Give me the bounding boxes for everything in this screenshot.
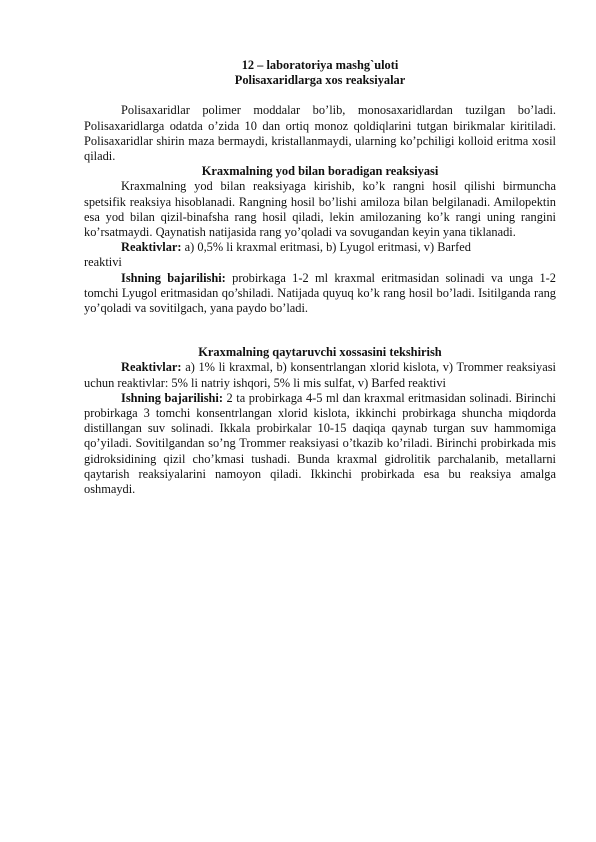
section1-heading: Kraxmalning yod bilan boradigan reaksiyasi [201, 164, 439, 179]
reagents-label: Reaktivlar: [121, 360, 182, 375]
procedure-text: 2 ta probirkaga 4-5 ml dan kraxmal eritmasidan solinadi. Birinchi probirkaga 3 tomchi konsentrlangan xlorid kislota, ikkinchi probirkaga shuncha miqdorda distillangan suv solinadi. Ikkala probirkalar 10-15 daqiqa qaynab turgan suv hammomiga qo’yiladi. Sovitilgandan so’ng Trommer reaksiyasi o’tkazib ko’riladi. Birinchi probirkada mis gidroksidining qizil cho’kmasi tushadi. Bunda kraxmal gidrolitik parchalanib, metallarni qaytarish reaksiyalarini namoyon qiladi. Ikkinchi probirkada esa bu reaksiya amalga oshmaydi. [84, 390, 556, 497]
reagents-text: a) 1% li kraxmal, b) konsentrlangan xlorid kislota, v) Trommer reaksiyasi uchun reaktivlar: 5% li natriy ishqori, 5% li mis sulfat, v) Barfed reaktivi [84, 360, 556, 390]
procedure-text: probirkaga 1-2 ml kraxmal eritmasidan solinadi va unga 1-2 tomchi Lyugol eritmasidan qo’shiladi. Natijada quyuq ko’k rang hosil bo’ladi. Isitilganda rang yo’qoladi va sovitilgach, yana paydo bo’ladi. [84, 270, 556, 316]
procedure-label: Ishning bajarilishi: [121, 270, 226, 285]
section1-procedure [84, 271, 556, 317]
section1-reagents [84, 240, 556, 255]
procedure-label: Ishning bajarilishi: [121, 390, 224, 405]
intro-paragraph: Polisaxaridlar polimer moddalar bo’lib, monosaxaridlardan tuzilgan bo’ladi. Polisaxaridlarga odatda o’zida 10 dan ortiq monoz qoldiqlarini tutgan birikmalar kiritiladi. Polisaxaridlar shirin maza bermaydi, kristallanmaydi, ularning ko’pchiligi kolloid eritma xosil qiladi. [84, 103, 556, 164]
section2-reagents [84, 360, 556, 390]
section2-procedure [84, 391, 556, 497]
page-title: 12 – laboratoriya mashg`uloti [241, 58, 399, 72]
document-page [84, 58, 556, 497]
page-subtitle: Polisaxaridlarga xos reaksiyalar [234, 73, 406, 88]
reagents-label: Reaktivlar: [121, 240, 182, 255]
reagents-text: a) 0,5% li kraxmal eritmasi, b) Lyugol eritmasi, v) Barfed [181, 240, 471, 255]
reagents-continuation: reaktivi [84, 255, 122, 270]
section1-paragraph: Kraxmalning yod bilan reaksiyaga kirishib, ko’k rangni hosil qilishi birmuncha spetsifik reaksiya hisoblanadi. Rangning hosil bo’lishi amiloza bilan belgilanadi. Amilopektin esa yod bilan qizil-binafsha rang hosil qiladi, lekin amilozaning ko’k rangi uning rangini ko’rsatmaydi. Qaynatish natijasida rang yo’qoladi va sovugandan keyin yana tiklanadi. [84, 179, 556, 240]
section2-heading: Kraxmalning qaytaruvchi xossasini tekshirish [198, 345, 442, 360]
